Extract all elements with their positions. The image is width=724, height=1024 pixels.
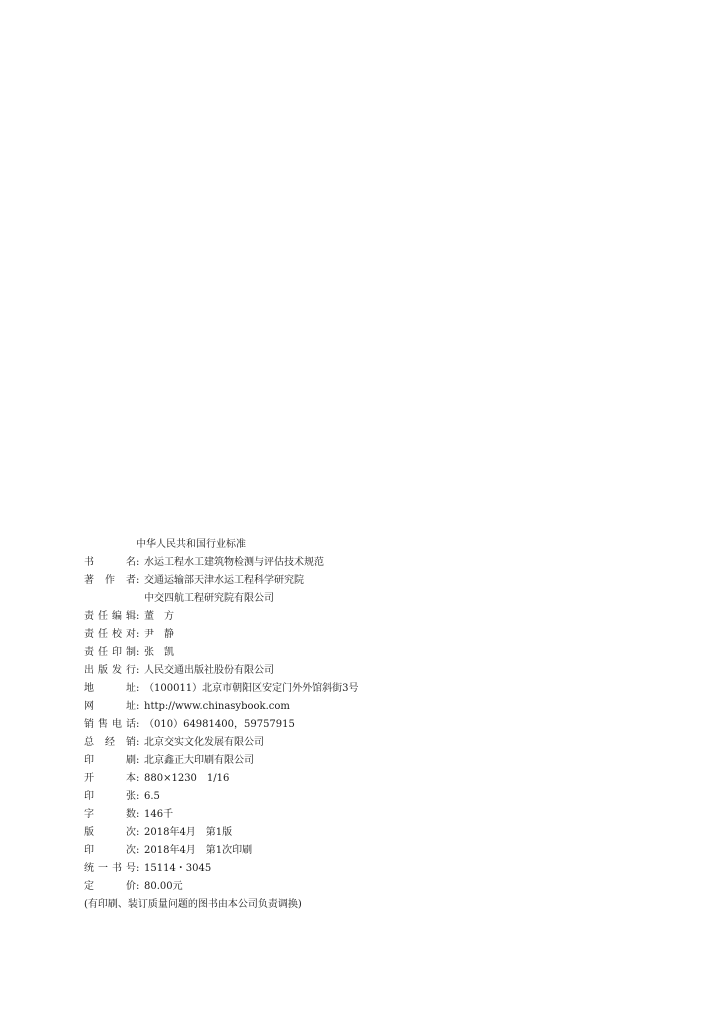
field-label: 统一书号 [84,863,136,874]
field-value: 2018年4月 第1版 [144,827,233,838]
field-label: 著 作 者 [84,575,136,586]
field-label [84,590,136,608]
field-label: 字 数 [84,809,136,820]
field-value: 人民交通出版社股份有限公司 [144,665,274,676]
field-label: 定 价 [84,881,136,892]
field-colon: : [136,557,140,568]
field-address [84,680,704,698]
field-value: 880×1230 1/16 [144,773,230,784]
field-colon: : [136,719,140,730]
field-label: 责任校对 [84,629,136,640]
field-colon-blank [136,590,144,608]
field-label: 销售电话 [84,719,136,730]
field-label: 地 址 [84,683,136,694]
field-word-count [84,806,704,824]
field-author [84,572,704,590]
field-colon: : [136,881,140,892]
field-value: 2018年4月 第1次印刷 [144,845,253,856]
field-book-number [84,860,704,878]
quality-note-text: (有印刷、装订质量问题的图书由本公司负责调换) [84,899,302,910]
field-colon: : [136,863,140,874]
field-colon: : [136,629,140,640]
field-format [84,770,704,788]
field-printer [84,752,704,770]
field-value: 董 方 [144,611,174,622]
field-label: 印 次 [84,845,136,856]
field-colon: : [136,773,140,784]
field-edition [84,824,704,842]
field-colon: : [136,755,140,766]
field-colon: : [136,665,140,676]
field-price [84,878,704,896]
field-colon: : [136,737,140,748]
field-label: 印 张 [84,791,136,802]
field-printing-manager [84,644,704,662]
colophon [84,536,704,914]
field-value: 80.00元 [144,881,183,892]
field-colon: : [136,647,140,658]
field-value: 中交四航工程研究院有限公司 [144,593,274,604]
field-impression [84,842,704,860]
field-label: 出版发行 [84,665,136,676]
field-distributor [84,734,704,752]
field-colon: : [136,827,140,838]
series-title [84,536,704,554]
field-label: 版 次 [84,827,136,838]
field-label: 开 本 [84,773,136,784]
field-editor [84,608,704,626]
field-label: 印 刷 [84,755,136,766]
field-label: 责任印制 [84,647,136,658]
field-value: 北京鑫正大印刷有限公司 [144,755,254,766]
field-colon: : [136,611,140,622]
field-label: 网 址 [84,701,136,712]
field-colon: : [136,683,140,694]
field-author-cont [84,590,704,608]
field-label: 书 名 [84,557,136,568]
quality-note [84,896,704,914]
field-value: 146千 [144,809,174,820]
field-sales-phone [84,716,704,734]
field-colon: : [136,575,140,586]
field-label: 总 经 销 [84,737,136,748]
field-value: 6.5 [144,791,160,802]
field-publisher [84,662,704,680]
field-value: （010）64981400，59757915 [144,719,295,730]
field-label: 责任编辑 [84,611,136,622]
field-colon: : [136,809,140,820]
field-value: 交通运输部天津水运工程科学研究院 [144,575,304,586]
field-value: 北京交实文化发展有限公司 [144,737,264,748]
field-sheets [84,788,704,806]
field-website [84,698,704,716]
field-value: 尹 静 [144,629,174,640]
field-value: 15114・3045 [144,863,212,874]
series-text: 中华人民共和国行业标准 [136,539,246,550]
field-value: 张 凯 [144,647,174,658]
field-colon: : [136,845,140,856]
field-value: （100011）北京市朝阳区安定门外外馆斜街3号 [144,683,359,694]
field-proofreader [84,626,704,644]
field-book-title [84,554,704,572]
field-value: http://www.chinasybook.com [144,701,290,712]
field-colon: : [136,791,140,802]
field-value: 水运工程水工建筑物检测与评估技术规范 [144,557,324,568]
field-colon: : [136,701,140,712]
